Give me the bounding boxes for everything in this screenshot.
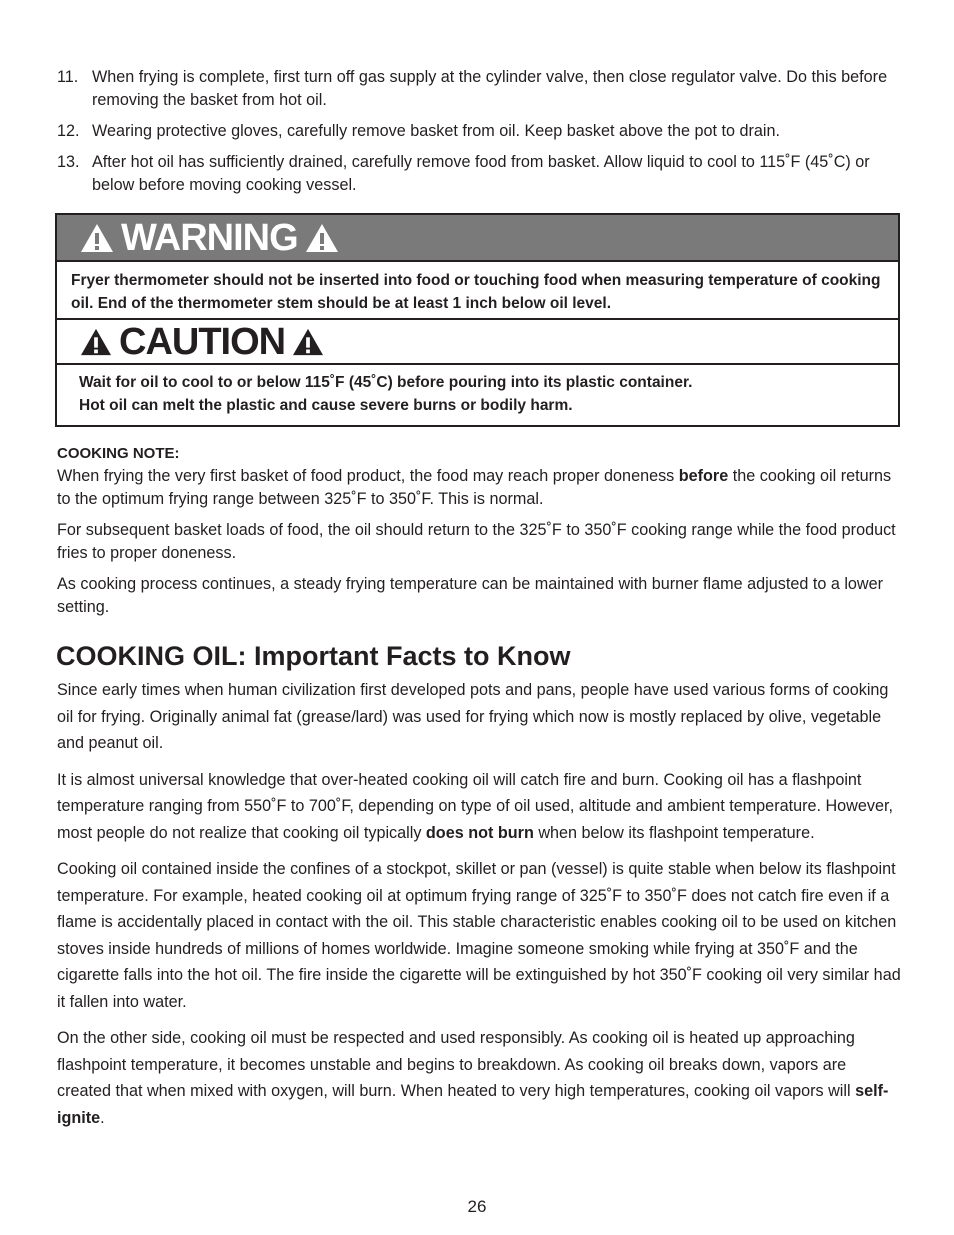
paragraph [57,465,902,511]
section-body [57,677,902,1141]
caution-title: CAUTION [119,320,286,363]
safety-box [55,213,900,427]
warning-title: WARNING [121,216,298,259]
warning-triangle-icon [79,327,113,357]
paragraph [57,767,902,847]
step-list [57,66,902,205]
list-item [57,120,902,143]
text-run: On the other side, cooking oil must be respected and used responsibly. As cooking oil is heated up approaching flashpoint temperature, it becomes unstable and begins to breakdown. As cooking oil breaks down, vapors are created that when mixed with oxygen, will burn. When heated to very high temperatures, cooking oil vapors will [57,1029,856,1100]
caution-line: Hot oil can melt the plastic and cause severe burns or bodily harm. [79,397,573,414]
warning-triangle-icon [291,327,325,357]
cooking-note [57,442,902,627]
text-run: when below its flashpoint temperature. [533,823,815,842]
cooking-note-label: COOKING NOTE: [57,445,180,462]
text-run: the cooking oil returns to the optimum frying range between 325˚F to 350˚F. This is normal. [57,467,892,508]
text-run: When frying the very first basket of food product, the food may reach proper doneness [57,467,679,485]
bold-text: before [678,467,729,485]
paragraph [57,1025,902,1131]
caution-text [57,365,898,417]
list-item [57,66,902,112]
paragraph: Since early times when human civilization first developed pots and pans, people have used various forms of cooking oil for frying. Originally animal fat (grease/lard) was used for frying which now is mostly replaced by olive, vegetable and peanut oil. [57,681,889,752]
text-run: It is almost universal knowledge that over-heated cooking oil will catch fire and burn. Cooking oil has a flashpoint temperature ranging from 550˚F to 700˚F, depending on type of oil used, altitude and ambient temperature. However, most people do not realize that cooking oil typically [57,770,893,842]
paragraph: Cooking oil contained inside the confines of a stockpot, skillet or pan (vessel) is quite stable when below its flashpoint temperature. For example, heated cooking oil at optimum frying range of 325˚F to 350˚F does not catch fire even if a flame is accidentally placed in contact with the oil. This stable characteristic enables cooking oil to be used on kitchen stoves inside hundreds of millions of homes worldwide. Imagine someone smoking while frying at 350˚F and the cigarette falls into the hot oil. The fire inside the cigarette will be extinguished by hot 350˚F cooking oil very similar had it fallen into water. [57,860,901,1011]
paragraph: As cooking process continues, a steady frying temperature can be maintained with burner flame adjusted to a lower setting. [57,575,884,616]
warning-text: Fryer thermometer should not be inserted into food or touching food when measuring temperature of cooking oil. End of the thermometer stem should be at least 1 inch below oil level. [57,262,898,320]
caution-header [57,320,898,365]
page-number: 26 [467,1197,487,1216]
caution-line: Wait for oil to cool to or below 115˚F (45˚C) before pouring into its plastic container. [79,374,693,391]
step-text: Wearing protective gloves, carefully remove basket from oil. Keep basket above the pot to drain. [92,122,781,140]
step-text: After hot oil has sufficiently drained, carefully remove food from basket. Allow liquid to cool to 115˚F (45˚C) or below before moving cooking vessel. [92,153,870,194]
step-number: 12. [57,122,80,140]
warning-header [57,215,898,262]
step-number: 11. [57,68,79,86]
step-text: When frying is complete, first turn off gas supply at the cylinder valve, then close regulator valve. Do this before removing the basket from hot oil. [92,68,888,109]
warning-triangle-icon [304,222,340,254]
bold-text: self-ignite [57,1082,889,1127]
section-heading: COOKING OIL: Important Facts to Know [56,641,571,671]
paragraph: For subsequent basket loads of food, the oil should return to the 325˚F to 350˚F cooking range while the food product fries to proper doneness. [57,521,896,562]
step-number: 13. [57,153,80,171]
text-run: . [100,1108,105,1127]
bold-text: does not burn [425,823,534,842]
list-item [57,151,902,197]
warning-triangle-icon [79,222,115,254]
